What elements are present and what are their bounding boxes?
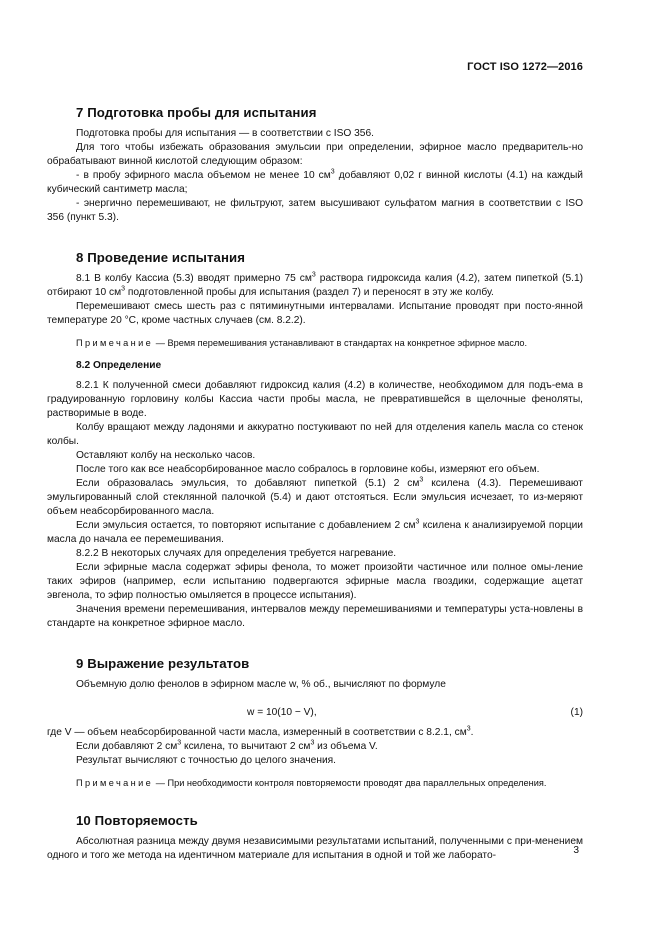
sec8-p10: Если эфирные масла содержат эфиры фенола, то может произойти частичное или полное омы-ление таких эфиров (например, если испытанию подвергаются эфирные масла гвоздики, содержащие ацетат эвгенола, то эфир полностью омыляется в процессе испытания).	[47, 562, 583, 601]
sec9-note: Примечание — При необходимости контроля повторяемости проводят два параллельных определения.	[76, 778, 547, 788]
page-content	[47, 88, 583, 863]
sec8-p3: 8.2.1 К полученной смеси добавляют гидроксид калия (4.2) в количестве, необходимом для подъ-ема в градуированную горловину колбы Кассиа части пробы масла, не превратившейся в щелочные феноляты, растворимые в воде.	[47, 380, 583, 419]
sec9-where: где V — объем неабсорбированной части масла, измеренный в соответствии с 8.2.1, $см^3$.	[47, 725, 474, 738]
sec9-p1: Объемную долю фенолов в эфирном масле w, % об., вычисляют по формуле	[76, 679, 446, 690]
sec7-p1: Подготовка пробы для испытания — в соответствии с ISO 356.	[76, 128, 374, 139]
section-9-title: 9 Выражение результатов	[76, 656, 250, 671]
sec8-note: Примечание — Время перемешивания устанавливают в стандартах на конкретное эфирное масло.	[76, 338, 528, 348]
standard-header: ГОСТ ISO 1272—2016	[467, 61, 583, 73]
formula-number: (1)	[570, 707, 583, 718]
sec9-p2: Если добавляют 2 $см^3$ ксилена, то вычитают 2 $см^3$ из объема V.	[76, 739, 378, 752]
section-10-title: 10 Повторяемость	[76, 813, 198, 828]
sec7-item1: - в пробу эфирного масла объемом не менее 10 $см^3$ добавляют 0,02 г винной кислоты (4.1) на каждый кубический сантиметр масла;	[47, 168, 583, 195]
sec8-p7: Если образовалась эмульсия, то добавляют пипеткой (5.1) 2 $см^3$ ксилена (4.3). Перемешивают эмульгированный слой стеклянной палочкой (5.4) и дают отстояться. Если эмульсия исчезает, то из-меряют объем неабсорбированного масла.	[47, 476, 583, 517]
sec9-p3: Результат вычисляют с точностью до целого значения.	[76, 755, 336, 766]
section-8-title: 8 Проведение испытания	[76, 250, 246, 265]
formula-1	[47, 706, 583, 720]
sec8-p1: 8.1 В колбу Кассиа (5.3) вводят примерно 75 $см^3$ раствора гидроксида калия (4.2), затем пипеткой (5.1) отбирают 10 $см^3$ подготовленной пробы для испытания (раздел 7) и переносят в эту же колбу.	[47, 271, 583, 298]
sec8-p8: Если эмульсия остается, то повторяют испытание с добавлением 2 $см^3$ ксилена к анализируемой порции масла до начала ее перемешивания.	[47, 518, 583, 545]
formula-expression: w = 10(10 − V),	[247, 707, 317, 718]
sec10-p1: Абсолютная разница между двумя независимыми результатами испытаний, полученными с при-менением одного и того же метода на идентичном материале для испытания в одной и той же лаборато-	[47, 836, 583, 861]
sec8-p4: Колбу вращают между ладонями и аккуратно постукивают по ней для отделения капель масла со стенок колбы.	[47, 422, 583, 447]
sec8-p6: После того как все неабсорбированное масло собралось в горловине кобы, измеряют его объем.	[76, 464, 540, 475]
sec7-item2: - энергично перемешивают, не фильтруют, затем высушивают сульфатом магния в соответствии с ISO 356 (пункт 5.3).	[47, 198, 583, 223]
page-number: 3	[573, 845, 579, 856]
sec8-p2: Перемешивают смесь шесть раз с пятиминутными интервалами. Испытание проводят при посто-янной температуре 20 °C, кроме частных случаев (см. 8.2.2).	[47, 301, 583, 326]
sec8-p11: Значения времени перемешивания, интервалов между перемешиваниями и температуры уста-новлены в стандарте на конкретное эфирное масло.	[47, 604, 583, 629]
subsection-8-2-title: 8.2 Определение	[76, 360, 162, 371]
sec7-p2: Для того чтобы избежать образования эмульсии при определении, эфирное масло предваритель-но обрабатывают винной кислотой следующим образом:	[47, 142, 583, 167]
sec8-p5: Оставляют колбу на несколько часов.	[76, 450, 256, 461]
sec8-p9: 8.2.2 В некоторых случаях для определения требуется нагревание.	[76, 548, 397, 559]
section-7-title: 7 Подготовка пробы для испытания	[76, 105, 317, 120]
